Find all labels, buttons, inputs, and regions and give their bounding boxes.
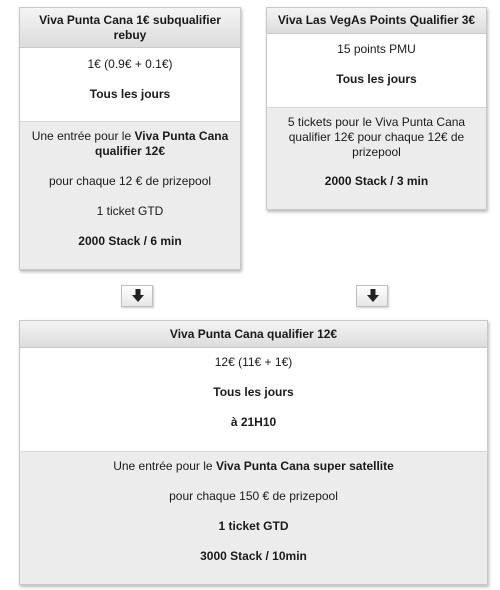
schedule-text: Tous les jours: [213, 385, 294, 399]
card-info-section: [267, 34, 486, 108]
card-title: [267, 8, 486, 34]
prize-line-3: prizepool: [352, 145, 401, 159]
arrow-down-button-left: [121, 285, 153, 307]
prize-line: [20, 459, 487, 474]
schedule-text: Tous les jours: [336, 72, 417, 86]
prize-rule-text: pour chaque 150 € de prizepool: [169, 489, 338, 503]
card-punta-cana-qualifier: [19, 320, 488, 585]
card-prize-section: [20, 122, 240, 269]
card-title: [20, 8, 240, 48]
card-title-text: Viva Las VegAs Points Qualifier 3€: [277, 13, 476, 27]
time-text: à 21H10: [230, 415, 277, 429]
card-punta-cana-subqualifier: [19, 7, 241, 270]
card-prize-section: [20, 452, 487, 584]
prize-line: [20, 129, 240, 144]
price-text: 12€ (11€ + 1€): [214, 355, 293, 369]
price-text: 15 points PMU: [337, 42, 416, 56]
card-prize-section: [267, 108, 486, 209]
arrow-down-button-right: [356, 285, 388, 307]
prize-line-2: qualifier 12€ pour chaque 12€ de: [288, 130, 465, 144]
card-info-section: [20, 348, 487, 452]
structure-text: 3000 Stack / 10min: [200, 549, 307, 563]
prize-prefix: Une entrée pour le: [113, 459, 216, 473]
price-text: 1€ (0.9€ + 0.1€): [87, 57, 173, 71]
card-title-text: Viva Punta Cana 1€ subqualifier rebuy: [39, 12, 221, 42]
structure-text: 2000 Stack / 3 min: [324, 174, 429, 188]
prize-rule-text: pour chaque 12 € de prizepool: [48, 174, 212, 188]
prize-line-1: 5 tickets pour le Viva Punta Cana: [287, 115, 466, 129]
schedule-text: Tous les jours: [89, 87, 171, 101]
guarantee-text: 1 ticket GTD: [218, 519, 289, 533]
arrow-down-icon: [366, 289, 380, 303]
prize-target: Viva Punta Cana super satellite: [215, 459, 394, 473]
prize-target-part2: qualifier 12€: [94, 144, 166, 158]
prize-prefix: Une entrée pour le: [31, 129, 135, 143]
prize-target-part1: Viva Punta Cana: [134, 129, 229, 143]
card-title-text: Viva Punta Cana qualifier 12€: [169, 326, 338, 341]
card-las-vegas-points-qualifier: [266, 7, 487, 210]
card-info-section: [20, 48, 240, 122]
arrow-down-icon: [131, 289, 145, 303]
guarantee-text: 1 ticket GTD: [96, 204, 164, 218]
structure-text: 2000 Stack / 6 min: [78, 234, 182, 248]
card-title: [20, 321, 487, 348]
